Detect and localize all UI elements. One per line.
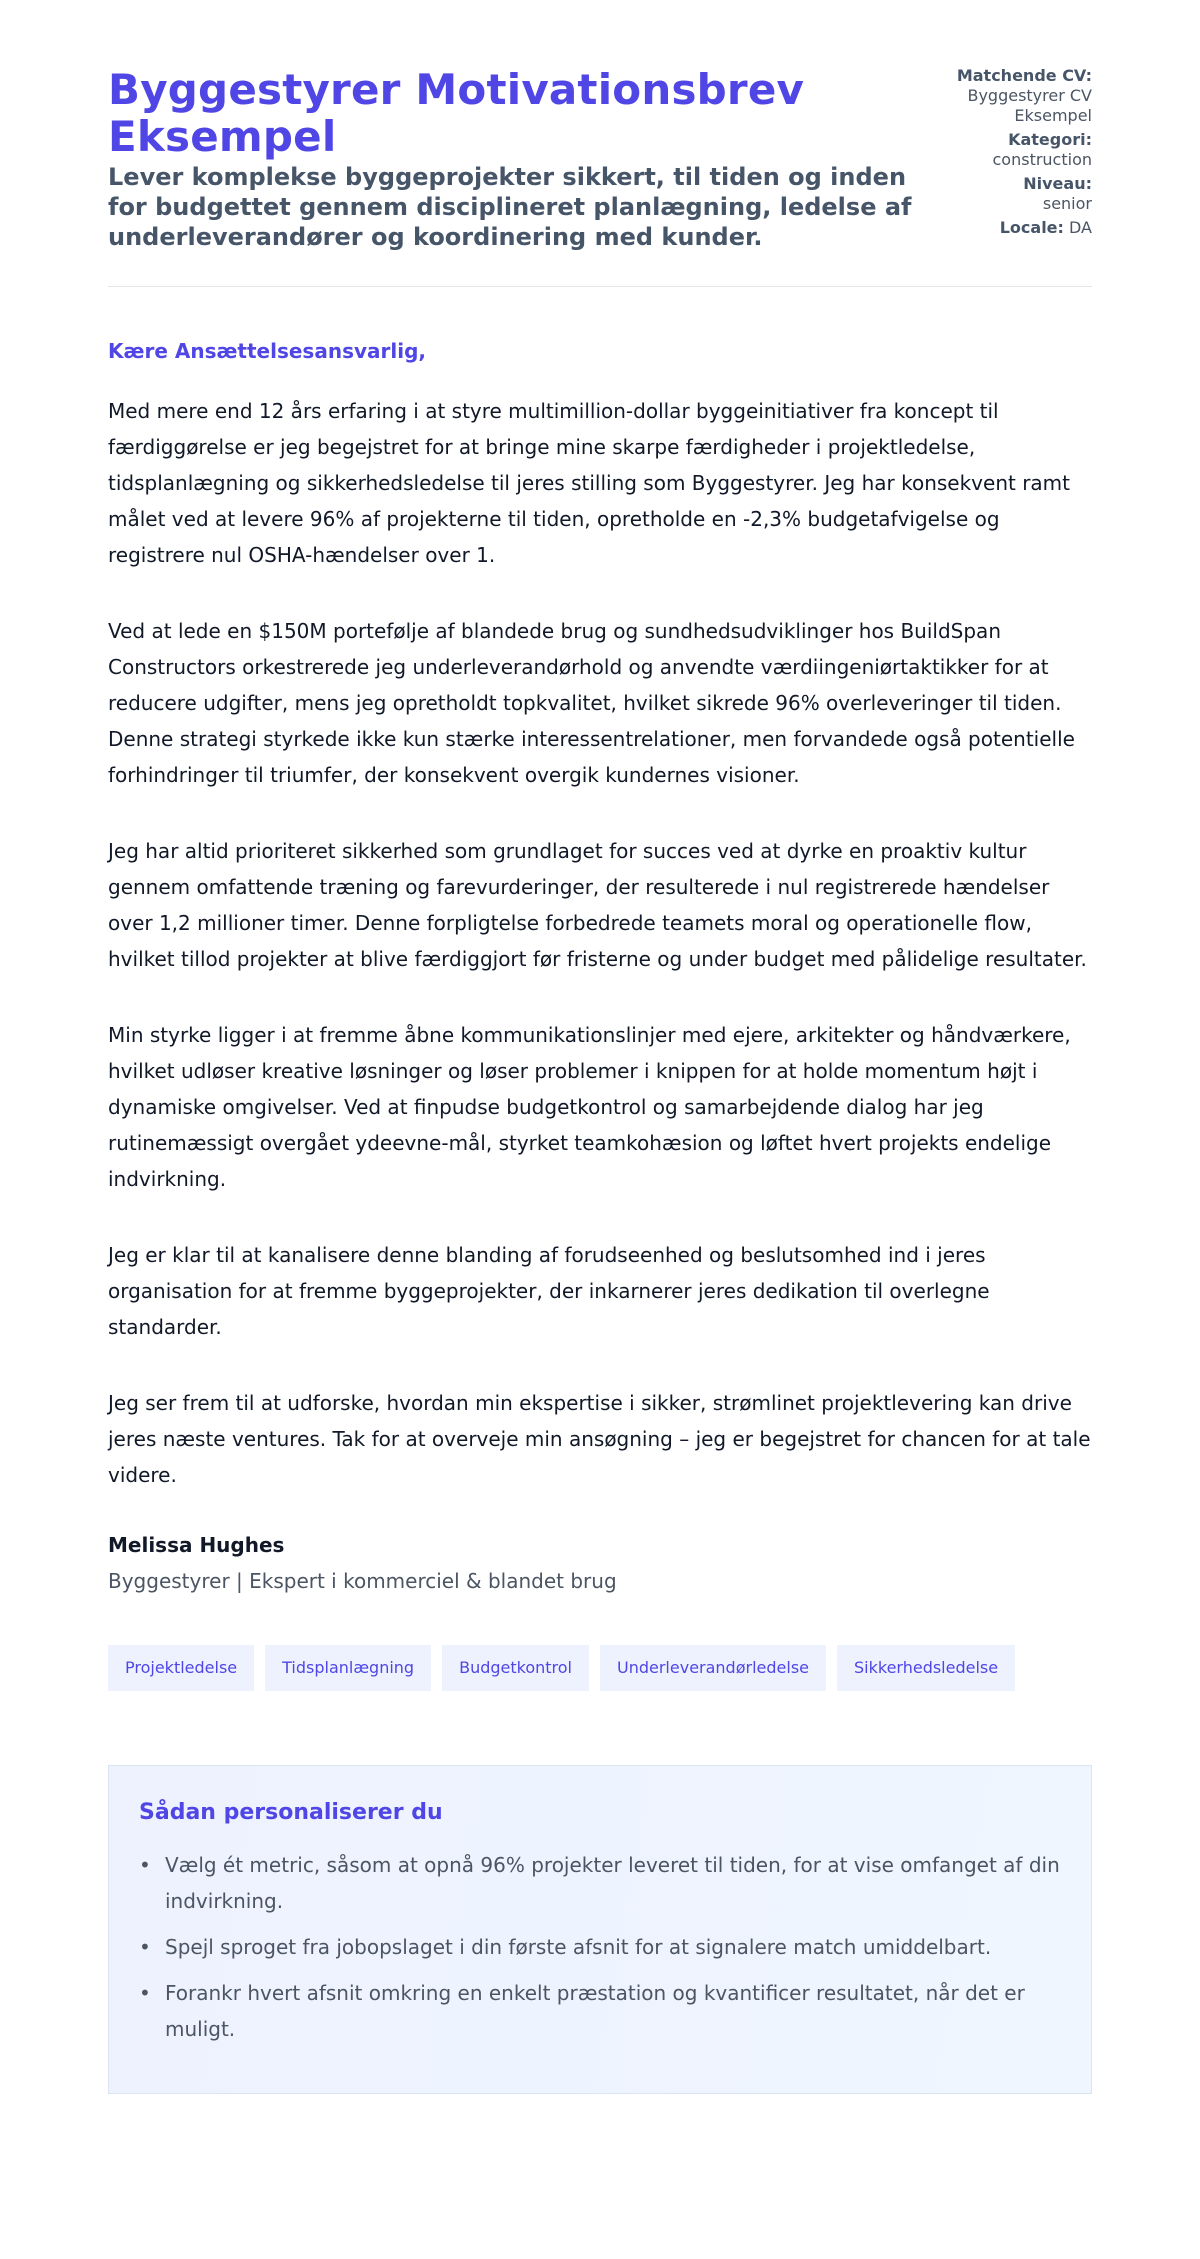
- personalization-tips-box: [108, 1765, 1092, 2094]
- meta-category-value: construction: [992, 150, 1092, 169]
- tips-title: Sådan personaliserer du: [139, 1800, 443, 1825]
- page-title: Byggestyrer Motivationsbrev Eksempel: [108, 65, 805, 161]
- letter-paragraph: Jeg ser frem til at udforske, hvordan min ekspertise i sikker, strømlinet projektlevering kan drive jeres næste ventures. Tak for at overveje min ansøgning – jeg er begejstret for chancen for at tale videre.: [108, 1391, 1091, 1487]
- meta-locale-label: Locale:: [999, 218, 1064, 237]
- meta-level-label: Niveau:: [1023, 174, 1092, 193]
- signature-name: Melissa Hughes: [108, 1533, 285, 1557]
- signature-block: [108, 1533, 1092, 1593]
- meta-cv-label: Matchende CV:: [956, 66, 1092, 85]
- skill-tag: Budgetkontrol: [442, 1645, 589, 1691]
- meta-level-value: senior: [1042, 194, 1092, 213]
- title-block: [108, 66, 918, 252]
- meta-cv-value: Byggestyrer CV Eksempel: [967, 86, 1092, 125]
- signature-role: Byggestyrer | Ekspert i kommerciel & blandet brug: [108, 1569, 617, 1593]
- letter-paragraph: Med mere end 12 års erfaring i at styre multimillion-dollar byggeinitiativer fra koncept til færdiggørelse er jeg begejstret for at bringe mine skarpe færdigheder i projektledelse, tidsplanlægning og sikkerhedsledelse til jeres stilling som Byggestyrer. Jeg har konsekvent ramt målet ved at levere 96% af projekterne til tiden, opretholde en -2,3% budgetafvigelse og registrere nul OSHA-hændelser over 1.: [108, 399, 1071, 567]
- tips-list-item: • Vælg ét metric, såsom at opnå 96% projekter leveret til tiden, for at vise omfanget af din indvirkning.: [139, 1847, 1061, 1919]
- meta-panel: [952, 66, 1092, 242]
- tips-list-item: • Forankr hvert afsnit omkring en enkelt præstation og kvantificer resultatet, når det er muligt.: [139, 1975, 1061, 2047]
- letter-paragraph: Min styrke ligger i at fremme åbne kommunikationslinjer med ejere, arkitekter og håndværkere, hvilket udløser kreative løsninger og løser problemer i knippen for at holde momentum højt i dynamiske omgivelser. Ved at finpudse budgetkontrol og samarbejdende dialog har jeg rutinemæssigt overgået ydeevne-mål, styrket teamkohæsion og løftet hvert projekts endelige indvirkning.: [108, 1023, 1071, 1191]
- letter-paragraph: Jeg er klar til at kanalisere denne blanding af forudseenhed og beslutsomhed ind i jeres organisation for at fremme byggeprojekter, der inkarnerer jeres dedikation til overlegne standarder.: [108, 1243, 990, 1339]
- letter-body: [108, 393, 1092, 1493]
- meta-locale-value: DA: [1069, 218, 1092, 237]
- meta-level: [952, 174, 1092, 214]
- skill-tag: Underleverandørledelse: [600, 1645, 826, 1691]
- skill-tags: [108, 1645, 1092, 1691]
- meta-locale: [952, 218, 1092, 238]
- tips-list: [139, 1847, 1061, 2047]
- page-subtitle: Lever komplekse byggeprojekter sikkert, til tiden og inden for budgettet gennem disciplineret planlægning, ledelse af underleverandører og koordinering med kunder.: [108, 163, 912, 251]
- meta-cv: [952, 66, 1092, 126]
- skill-tag: Tidsplanlægning: [265, 1645, 431, 1691]
- letter-greeting: Kære Ansættelsesansvarlig,: [108, 339, 426, 363]
- letter-paragraph: Jeg har altid prioriteret sikkerhed som grundlaget for succes ved at dyrke en proaktiv kultur gennem omfattende træning og farevurderinger, der resulterede i nul registrerede hændelser over 1,2 millioner timer. Denne forpligtelse forbedrede teamets moral og operationelle flow, hvilket tillod projekter at blive færdiggjort før fristerne og under budget med pålidelige resultater.: [108, 839, 1087, 971]
- tips-list-item: • Spejl sproget fra jobopslaget i din første afsnit for at signalere match umiddelbart.: [139, 1929, 1061, 1965]
- skill-tag: Sikkerhedsledelse: [837, 1645, 1015, 1691]
- letter-paragraph: Ved at lede en $150M portefølje af blandede brug og sundhedsudviklinger hos BuildSpan Constructors orkestrerede jeg underleverandørhold og anvendte værdiingeniørtaktikker for at reducere udgifter, mens jeg opretholdt topkvalitet, hvilket sikrede 96% overleveringer til tiden. Denne strategi styrkede ikke kun stærke interessentrelationer, men forvandede også potentielle forhindringer til triumfer, der konsekvent overgik kundernes visioner.: [108, 619, 1075, 787]
- document-header: [108, 0, 1092, 287]
- skill-tag: Projektledelse: [108, 1645, 254, 1691]
- meta-category-label: Kategori:: [1008, 130, 1092, 149]
- meta-category: [952, 130, 1092, 170]
